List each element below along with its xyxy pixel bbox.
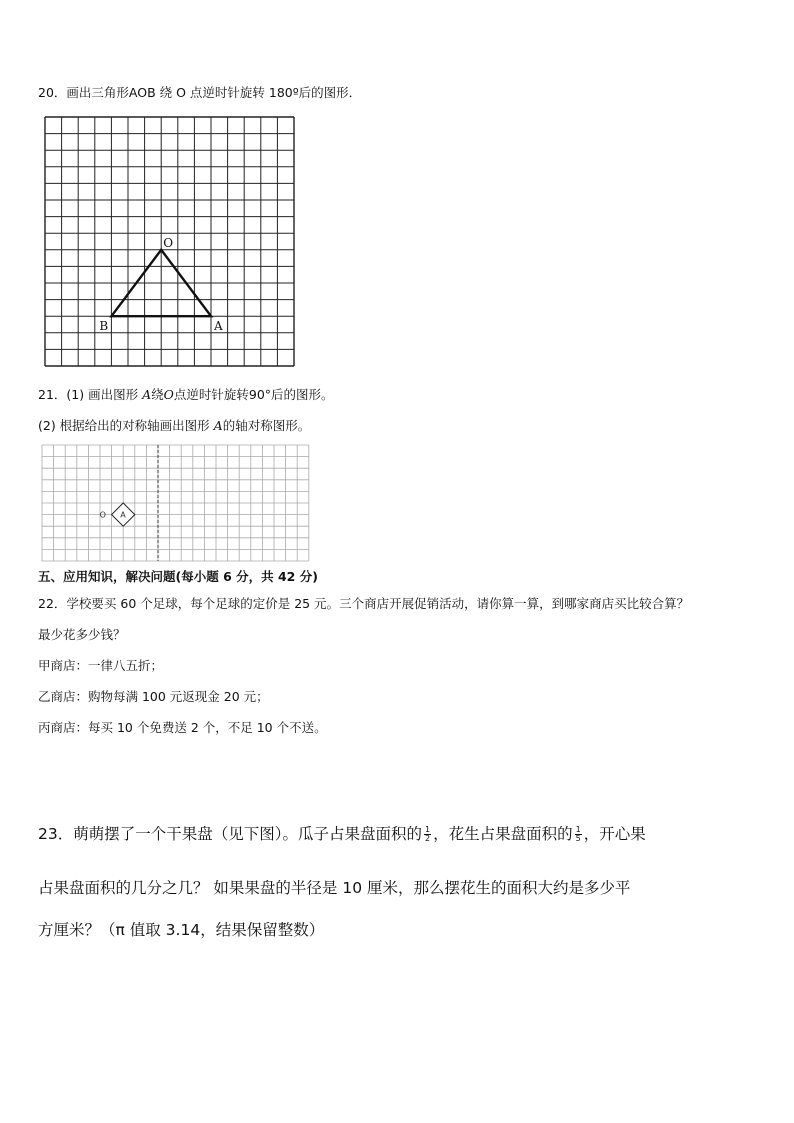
fraction-half-numerator: 1 xyxy=(424,825,431,834)
question-20-text: 20．画出三角形AOB 绕 O 点逆时针旋转 180º后的图形． xyxy=(38,85,362,100)
label-point-b: B xyxy=(99,319,109,334)
fraction-half xyxy=(424,826,431,843)
fraction-fifth xyxy=(575,826,582,843)
label-point-o: O xyxy=(163,235,174,250)
q21-part1-mid: 绕 xyxy=(151,387,164,402)
q21-part1-point-name: O xyxy=(163,387,174,402)
store-bing: 丙商店：每买 10 个免费送 2 个，不足 10 个不送。 xyxy=(38,720,327,735)
q21-part2-pre: (2) 根据给出的对称轴画出图形 xyxy=(38,418,214,433)
question-21-part2 xyxy=(38,416,310,434)
question-23-line1 xyxy=(38,822,646,844)
label-shape-a: A xyxy=(120,510,126,520)
store-yi: 乙商店：购物每满 100 元返现金 20 元； xyxy=(38,689,269,704)
q23-line1-post: ，开心果 xyxy=(583,825,646,843)
fraction-fifth-numerator: 1 xyxy=(575,825,581,834)
store-jia: 甲商店：一律八五折； xyxy=(38,658,164,673)
q23-line1-mid: ，花生占果盘面积的 xyxy=(433,825,573,843)
q23-line1-pre: 23．萌萌摆了一个干果盘（见下图）。瓜子占果盘面积的 xyxy=(38,825,422,843)
label-point-a: A xyxy=(214,319,223,334)
question-21-part1 xyxy=(38,385,334,403)
fraction-half-denominator: 2 xyxy=(424,834,431,843)
question-21-grid xyxy=(41,444,314,562)
question-23-line3: 方厘米？（π 值取 3.14，结果保留整数） xyxy=(38,921,325,939)
question-23-line2: 占果盘面积的几分之几？ 如果果盘的半径是 10 厘米，那么摆花生的面积大约是多少平 xyxy=(38,879,631,897)
section-5-title: 五、应用知识，解决问题(每小题 6 分，共 42 分) xyxy=(38,569,318,584)
q21-part2-post: 的轴对称图形。 xyxy=(222,418,311,433)
question-22-line2: 最少花多少钱？ xyxy=(38,627,126,642)
fraction-fifth-denominator: 5 xyxy=(575,834,581,843)
question-20-grid xyxy=(44,116,296,368)
q21-part1-pre: 21．(1) 画出图形 xyxy=(38,387,143,402)
q21-part1-shape-name: A xyxy=(142,387,152,402)
q21-part2-shape-name: A xyxy=(213,418,223,433)
question-22-line1: 22．学校要买 60 个足球，每个足球的定价是 25 元。三个商店开展促销活动，请你算一算，到哪家商店买比较合算？ xyxy=(38,596,690,611)
label-point-o: O xyxy=(99,510,106,520)
q21-part1-post: 点逆时针旋转90°后的图形。 xyxy=(173,387,334,402)
